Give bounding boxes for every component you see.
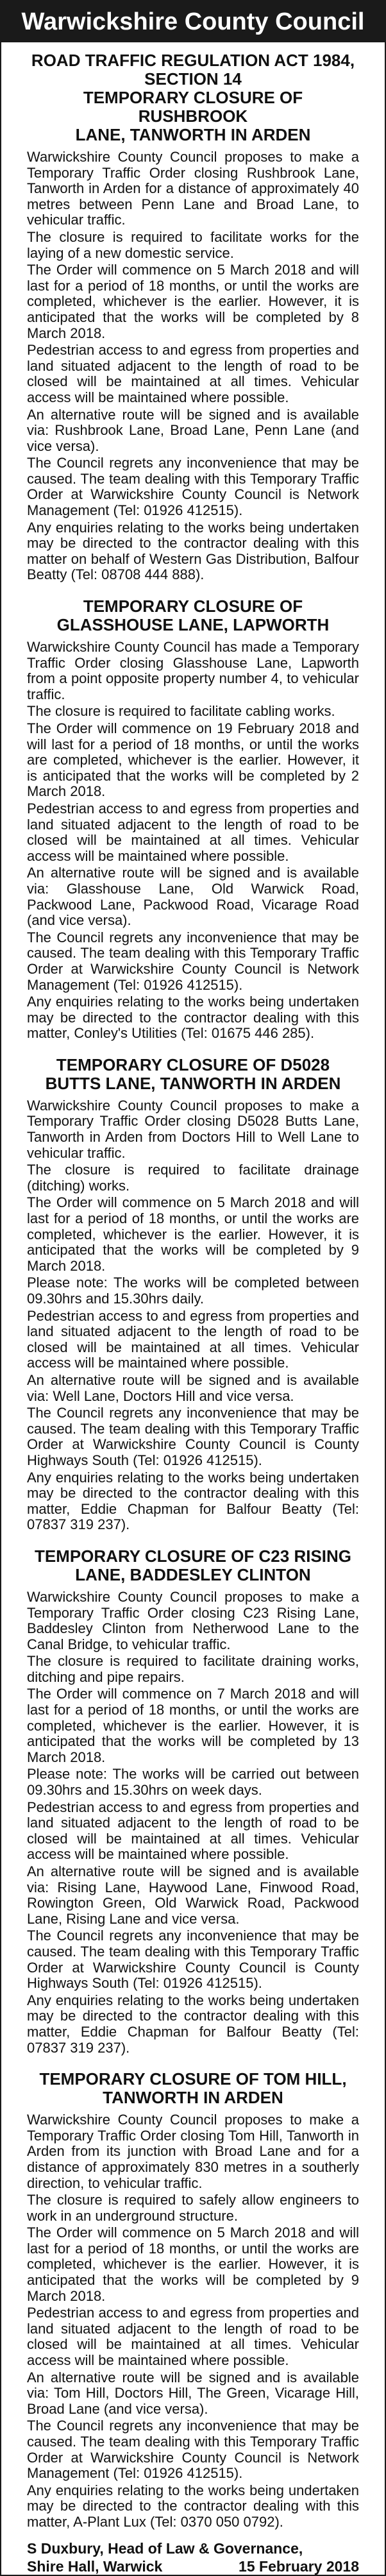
notice-paragraph: The Order will commence on 5 March 2018 and will last for a period of 18 months, or until the works are completed, whichever is the earlier. However, it is anticipated that the works will be completed by 9 March 2018. xyxy=(27,1194,359,1274)
location-text: Shire Hall, Warwick xyxy=(27,2557,163,2575)
notice-title xyxy=(27,51,359,144)
notice-title-line: GLASSHOUSE LANE, LAPWORTH xyxy=(56,615,330,635)
notice-paragraph: An alternative route will be signed and is available via: Rising Lane, Haywood Lane, Finwood Road, Rowington Green, Old Warwick Road, Packwood Lane, Rising Lane and vice versa. xyxy=(27,1863,359,1927)
council-name: Warwickshire County Council xyxy=(21,8,365,35)
notice-paragraph: An alternative route will be signed and is available via: Glasshouse Lane, Old Warwick Road, Packwood Lane, Packwood Road, Vicarage Road (and vice versa). xyxy=(27,865,359,929)
notice-paragraph: Pedestrian access to and egress from properties and land situated adjacent to the length of road to be closed will be maintained at all times. Vehicular access will be maintained where possible. xyxy=(27,342,359,405)
signature-block xyxy=(1,2539,385,2575)
notice-title-line: TEMPORARY CLOSURE OF D5028 xyxy=(56,1055,330,1074)
notice-paragraph: The Council regrets any inconvenience that may be caused. The team dealing with this Temporary Traffic Order at Warwickshire County Council is Network Management (Tel: 01926 412515). xyxy=(27,455,359,519)
notice-section xyxy=(27,51,359,583)
notice-section xyxy=(27,2070,359,2530)
notice-paragraph: Pedestrian access to and egress from properties and land situated adjacent to the length of road to be closed will be maintained at all times. Vehicular access will be maintained where possible. xyxy=(27,2305,359,2369)
notice-paragraph: An alternative route will be signed and is available via: Well Lane, Doctors Hill and vice versa. xyxy=(27,1371,359,1404)
notice-paragraph: Any enquiries relating to the works being undertaken may be directed to the contractor dealing with this matter on behalf of Western Gas Distribution, Balfour Beatty (Tel: 08708 444 888). xyxy=(27,519,359,583)
notice-paragraph: Warwickshire County Council proposes to make a Temporary Traffic Order closing D5028 Butts Lane, Tanworth in Arden from Doctors Hill to Well Lane to vehicular traffic. xyxy=(27,1097,359,1161)
notice-section xyxy=(27,1547,359,2056)
notice-paragraph: The Council regrets any inconvenience that may be caused. The team dealing with this Temporary Traffic Order at Warwickshire County Council is County Highways South (Tel: 01926 412515). xyxy=(27,1928,359,1992)
notice-title-line: SECTION 14 xyxy=(144,69,242,89)
notice-paragraph: Please note: The works will be carried out between 09.30hrs and 15.30hrs on week days. xyxy=(27,1766,359,1799)
council-header xyxy=(1,1,385,42)
notice-paragraph: An alternative route will be signed and is available via: Rushbrook Lane, Broad Lane, Penn Lane (and vice versa). xyxy=(27,406,359,454)
notice-paragraph: Any enquiries relating to the works being undertaken may be directed to the contractor dealing with this matter, Conley's Utilities (Tel: 01675 446 285). xyxy=(27,994,359,1042)
notice-paragraph: Warwickshire County Council proposes to make a Temporary Traffic Order closing C23 Rising Lane, Baddesley Clinton from Netherwood Lane to the Canal Bridge, to vehicular traffic. xyxy=(27,1588,359,1652)
notices-container xyxy=(1,42,385,2530)
notice-paragraph: An alternative route will be signed and is available via: Tom Hill, Doctors Hill, The Green, Vicarage Hill, Broad Lane (and vice versa). xyxy=(27,2369,359,2417)
notice-date: 15 February 2018 xyxy=(239,2557,359,2575)
notice-paragraph: Pedestrian access to and egress from properties and land situated adjacent to the length of road to be closed will be maintained at all times. Vehicular access will be maintained where possible. xyxy=(27,800,359,864)
notice-title-line: ROAD TRAFFIC REGULATION ACT 1984, xyxy=(31,51,355,70)
notice-paragraph: The Council regrets any inconvenience that may be caused. The team dealing with this Temporary Traffic Order at Warwickshire County Council is County Highways South (Tel: 01926 412515). xyxy=(27,1405,359,1468)
notice-title-line: TANWORTH IN ARDEN xyxy=(103,2088,283,2108)
signatory-line: S Duxbury, Head of Law & Governance, xyxy=(27,2539,303,2557)
notice-title-line: TEMPORARY CLOSURE OF C23 RISING xyxy=(34,1546,352,1566)
notice-title xyxy=(27,1056,359,1093)
notice-paragraph: Warwickshire County Council has made a Temporary Traffic Order closing Glasshouse Lane, Lapworth from a point opposite property number 4, to vehicular traffic. xyxy=(27,639,359,702)
notice-paragraph: The closure is required to facilitate cabling works. xyxy=(27,703,335,720)
notice-paragraph: The closure is required to safely allow engineers to work in an underground structure. xyxy=(27,2192,359,2224)
notice-paragraph: The Order will commence on 7 March 2018 and will last for a period of 18 months, or until the works are completed, whichever is the earlier. However, it is anticipated that the works will be completed by 13 March 2018. xyxy=(27,1686,359,1765)
notice-section xyxy=(27,1056,359,1533)
notice-paragraph: Warwickshire County Council proposes to make a Temporary Traffic Order closing Tom Hill, Tanworth in Arden from its junction with Broad Lane and for a distance of approximately 830 metres in a southerly direction, to vehicular traffic. xyxy=(27,2112,359,2191)
notice-title-line: LANE, TANWORTH IN ARDEN xyxy=(75,125,311,144)
notice-paragraph: Any enquiries relating to the works being undertaken may be directed to the contractor dealing with this matter, Eddie Chapman for Balfour Beatty (Tel: 07837 319 237). xyxy=(27,1992,359,2056)
location-date-row xyxy=(27,2557,359,2575)
notice-paragraph: The Order will commence on 5 March 2018 and will last for a period of 18 months, or until the works are completed, whichever is the earlier. However, it is anticipated that the works will be completed by 8 March 2018. xyxy=(27,262,359,341)
notice-paragraph: The Council regrets any inconvenience that may be caused. The team dealing with this Temporary Traffic Order at Warwickshire County Council is Network Management (Tel: 01926 412515). xyxy=(27,929,359,993)
notice-title xyxy=(27,1547,359,1584)
notice-paragraph: Pedestrian access to and egress from properties and land situated adjacent to the length of road to be closed will be maintained at all times. Vehicular access will be maintained where possible. xyxy=(27,1307,359,1371)
notice-title-line: TEMPORARY CLOSURE OF RUSHBROOK xyxy=(83,88,303,126)
notice-title-line: TEMPORARY CLOSURE OF TOM HILL, xyxy=(39,2069,347,2089)
notice-paragraph: The closure is required to facilitate drainage (ditching) works. xyxy=(27,1162,359,1194)
notice-paragraph: The Order will commence on 5 March 2018 and will last for a period of 18 months, or until the works are completed, whichever is the earlier. However, it is anticipated that the works will be completed by 9 March 2018. xyxy=(27,2224,359,2304)
notice-paragraph: The Council regrets any inconvenience that may be caused. The team dealing with this Temporary Traffic Order at Warwickshire County Council is Network Management (Tel: 01926 412515). xyxy=(27,2418,359,2482)
notice-paragraph: The closure is required to facilitate draining works, ditching and pipe repairs. xyxy=(27,1653,359,1685)
notice-paragraph: Any enquiries relating to the works being undertaken may be directed to the contractor dealing with this matter, Eddie Chapman for Balfour Beatty (Tel: 07837 319 237). xyxy=(27,1469,359,1533)
notice-paragraph: Please note: The works will be completed between 09.30hrs and 15.30hrs daily. xyxy=(27,1275,359,1307)
notice-title xyxy=(27,2070,359,2107)
notice-paragraph: Pedestrian access to and egress from properties and land situated adjacent to the length of road to be closed will be maintained at all times. Vehicular access will be maintained where possible. xyxy=(27,1799,359,1863)
notice-title-line: TEMPORARY CLOSURE OF xyxy=(83,597,303,616)
notice-title xyxy=(27,597,359,634)
notice-section xyxy=(27,597,359,1042)
notice-paragraph: The closure is required to facilitate works for the laying of a new domestic service. xyxy=(27,228,359,261)
notice-paragraph: The Order will commence on 19 February 2018 and will last for a period of 18 months, or until the works are completed, whichever is the earlier. However, it is anticipated that the works will be completed by 2 March 2018. xyxy=(27,720,359,800)
notice-title-line: BUTTS LANE, TANWORTH IN ARDEN xyxy=(45,1073,341,1093)
notice-title-line: LANE, BADDESLEY CLINTON xyxy=(75,1564,311,1584)
notice-paragraph: Any enquiries relating to the works being undertaken may be directed to the contractor dealing with this matter, A-Plant Lux (Tel: 0370 050 0792). xyxy=(27,2482,359,2530)
notice-paragraph: Warwickshire County Council proposes to make a Temporary Traffic Order closing Rushbrook Lane, Tanworth in Arden for a distance of approximately 40 metres between Penn Lane and Broad Lane, to vehicular traffic. xyxy=(27,149,359,228)
